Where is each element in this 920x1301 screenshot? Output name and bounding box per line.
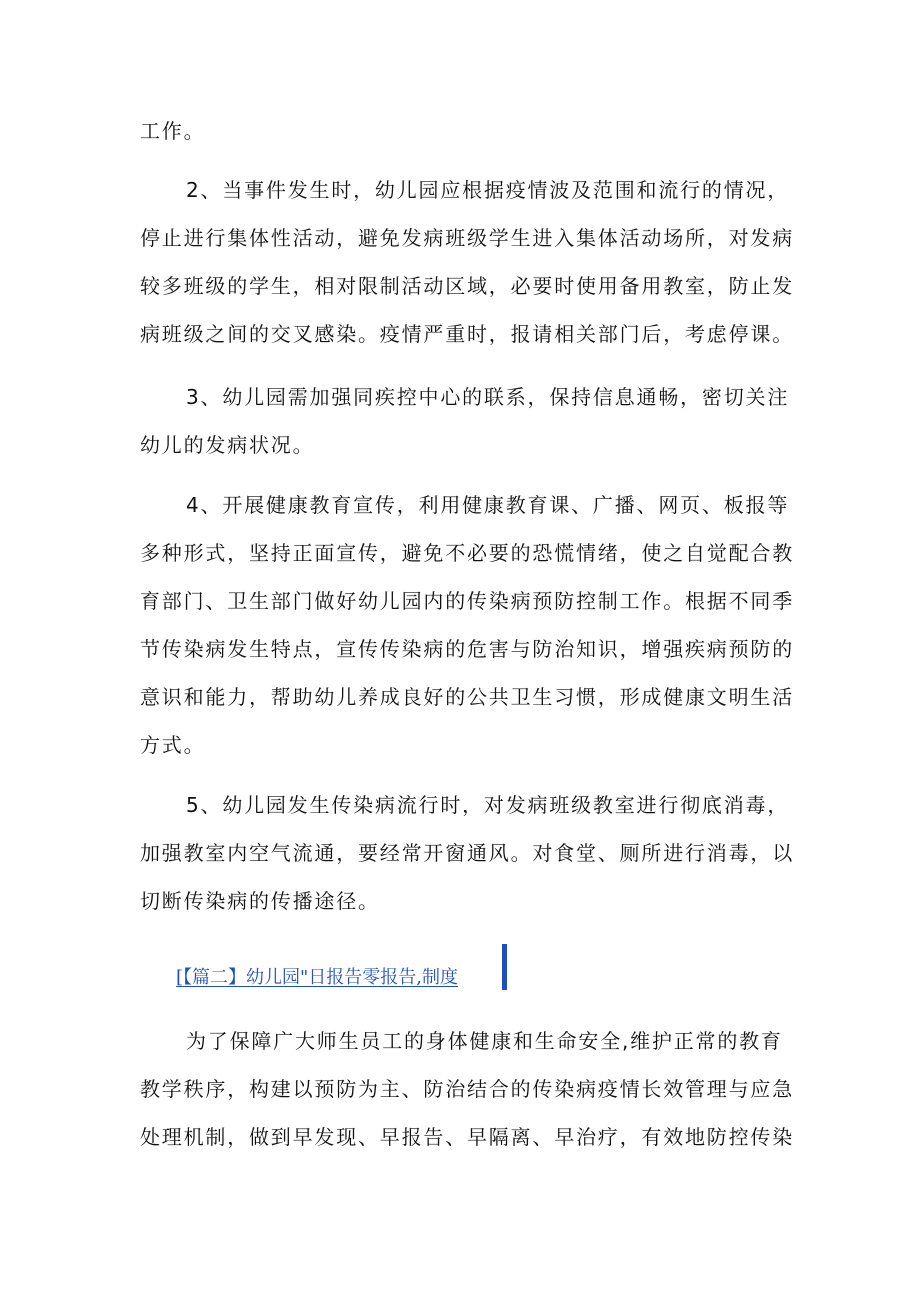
paragraph-line: 育部门、卫生部门做好幼儿园内的传染病预防控制工作。根据不同季 (140, 589, 794, 613)
paragraph-line: 处理机制，做到早发现、早报告、早隔离、早治疗，有效地防控传染 (140, 1125, 794, 1149)
paragraph-line: 切断传染病的传播途径。 (140, 889, 380, 913)
paragraph-line: 教学秩序，构建以预防为主、防治结合的传染病疫情长效管理与应急 (140, 1077, 794, 1101)
paragraph-line: 5、幼儿园发生传染病流行时，对发病班级教室进行彻底消毒， (186, 793, 790, 817)
paragraph-line: 3、幼儿园需加强同疾控中心的联系，保持信息通畅，密切关注 (186, 385, 790, 409)
paragraph-line: 停止进行集体性活动，避免发病班级学生进入集体活动场所，对发病 (140, 226, 794, 250)
paragraph-line: 多种形式，坚持正面宣传，避免不必要的恐慌情绪，使之自觉配合教 (140, 541, 794, 565)
paragraph-line: 方式。 (140, 733, 206, 757)
paragraph-line: 病班级之间的交叉感染。疫情严重时，报请相关部门后，考虑停课。 (140, 322, 794, 346)
paragraph-line: 工作。 (140, 119, 206, 143)
paragraph-line: 4、开展健康教育宣传，利用健康教育课、广播、网页、板报等 (186, 493, 790, 517)
paragraph-line: 为了保障广大师生员工的身体健康和生命安全,维护正常的教育 (186, 1029, 783, 1053)
paragraph-line: 较多班级的学生，相对限制活动区域，必要时使用备用教室，防止发 (140, 274, 794, 298)
section-heading-link[interactable]: [【篇二】幼儿园"日报告零报告,制度 (176, 967, 459, 988)
paragraph-line: 加强教室内空气流通，要经常开窗通风。对食堂、厕所进行消毒，以 (140, 841, 794, 865)
text-cursor-bar (502, 944, 507, 990)
paragraph-line: 2、当事件发生时，幼儿园应根据疫情波及范围和流行的情况， (186, 178, 790, 202)
paragraph-line: 幼儿的发病状况。 (140, 433, 315, 457)
paragraph-line: 意识和能力，帮助幼儿养成良好的公共卫生习惯，形成健康文明生活 (140, 685, 794, 709)
paragraph-line: 节传染病发生特点，宣传传染病的危害与防治知识，增强疾病预防的 (140, 637, 794, 661)
